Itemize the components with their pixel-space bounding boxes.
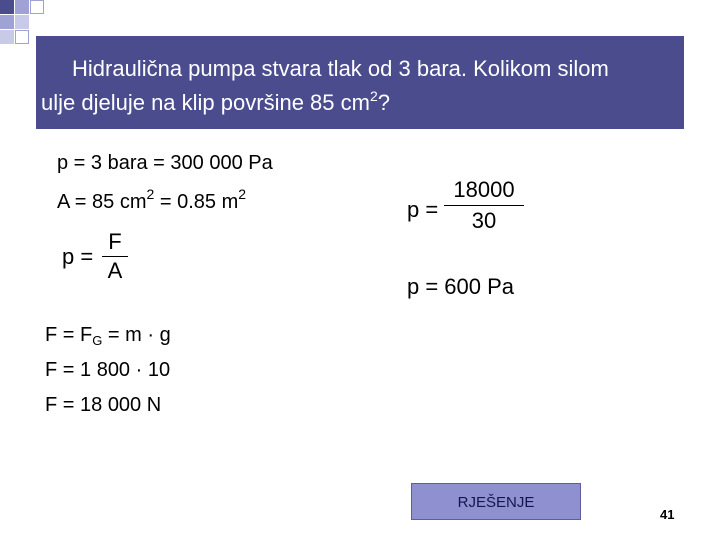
page-number: 41 xyxy=(660,507,675,522)
result-numerator: 18000 xyxy=(444,175,524,206)
result-fraction xyxy=(444,175,524,236)
result-lhs: p = xyxy=(407,197,439,222)
force-line-2: F = 1 800 · 10 xyxy=(45,359,171,381)
given-area: A = 85 $cm^2 = 0.85$ $m^2$ xyxy=(57,186,247,213)
formula-lhs: p = xyxy=(62,244,94,269)
given-pressure: p = 3 bara = 300 000 Pa xyxy=(57,152,273,174)
result-denominator: 30 xyxy=(471,208,497,233)
question-line-1: Hidraulična pumpa stvara tlak od 3 bara. Kolikom silom xyxy=(72,56,609,81)
force-line-3: F = 18 000 N xyxy=(45,394,162,416)
force-line-1: $F = F_G = m \cdot g$ xyxy=(45,324,171,348)
result-final: p = 600 Pa xyxy=(407,274,515,299)
solution-button[interactable]: RJEŠENJE xyxy=(411,483,581,520)
formula-denominator: A xyxy=(107,258,123,283)
question-title-box xyxy=(36,36,684,129)
formula-numerator: F xyxy=(102,228,128,257)
formula-fraction xyxy=(102,228,128,285)
question-line-2: ulje djeluje na klip površine 85 $cm^2$? xyxy=(41,88,391,115)
